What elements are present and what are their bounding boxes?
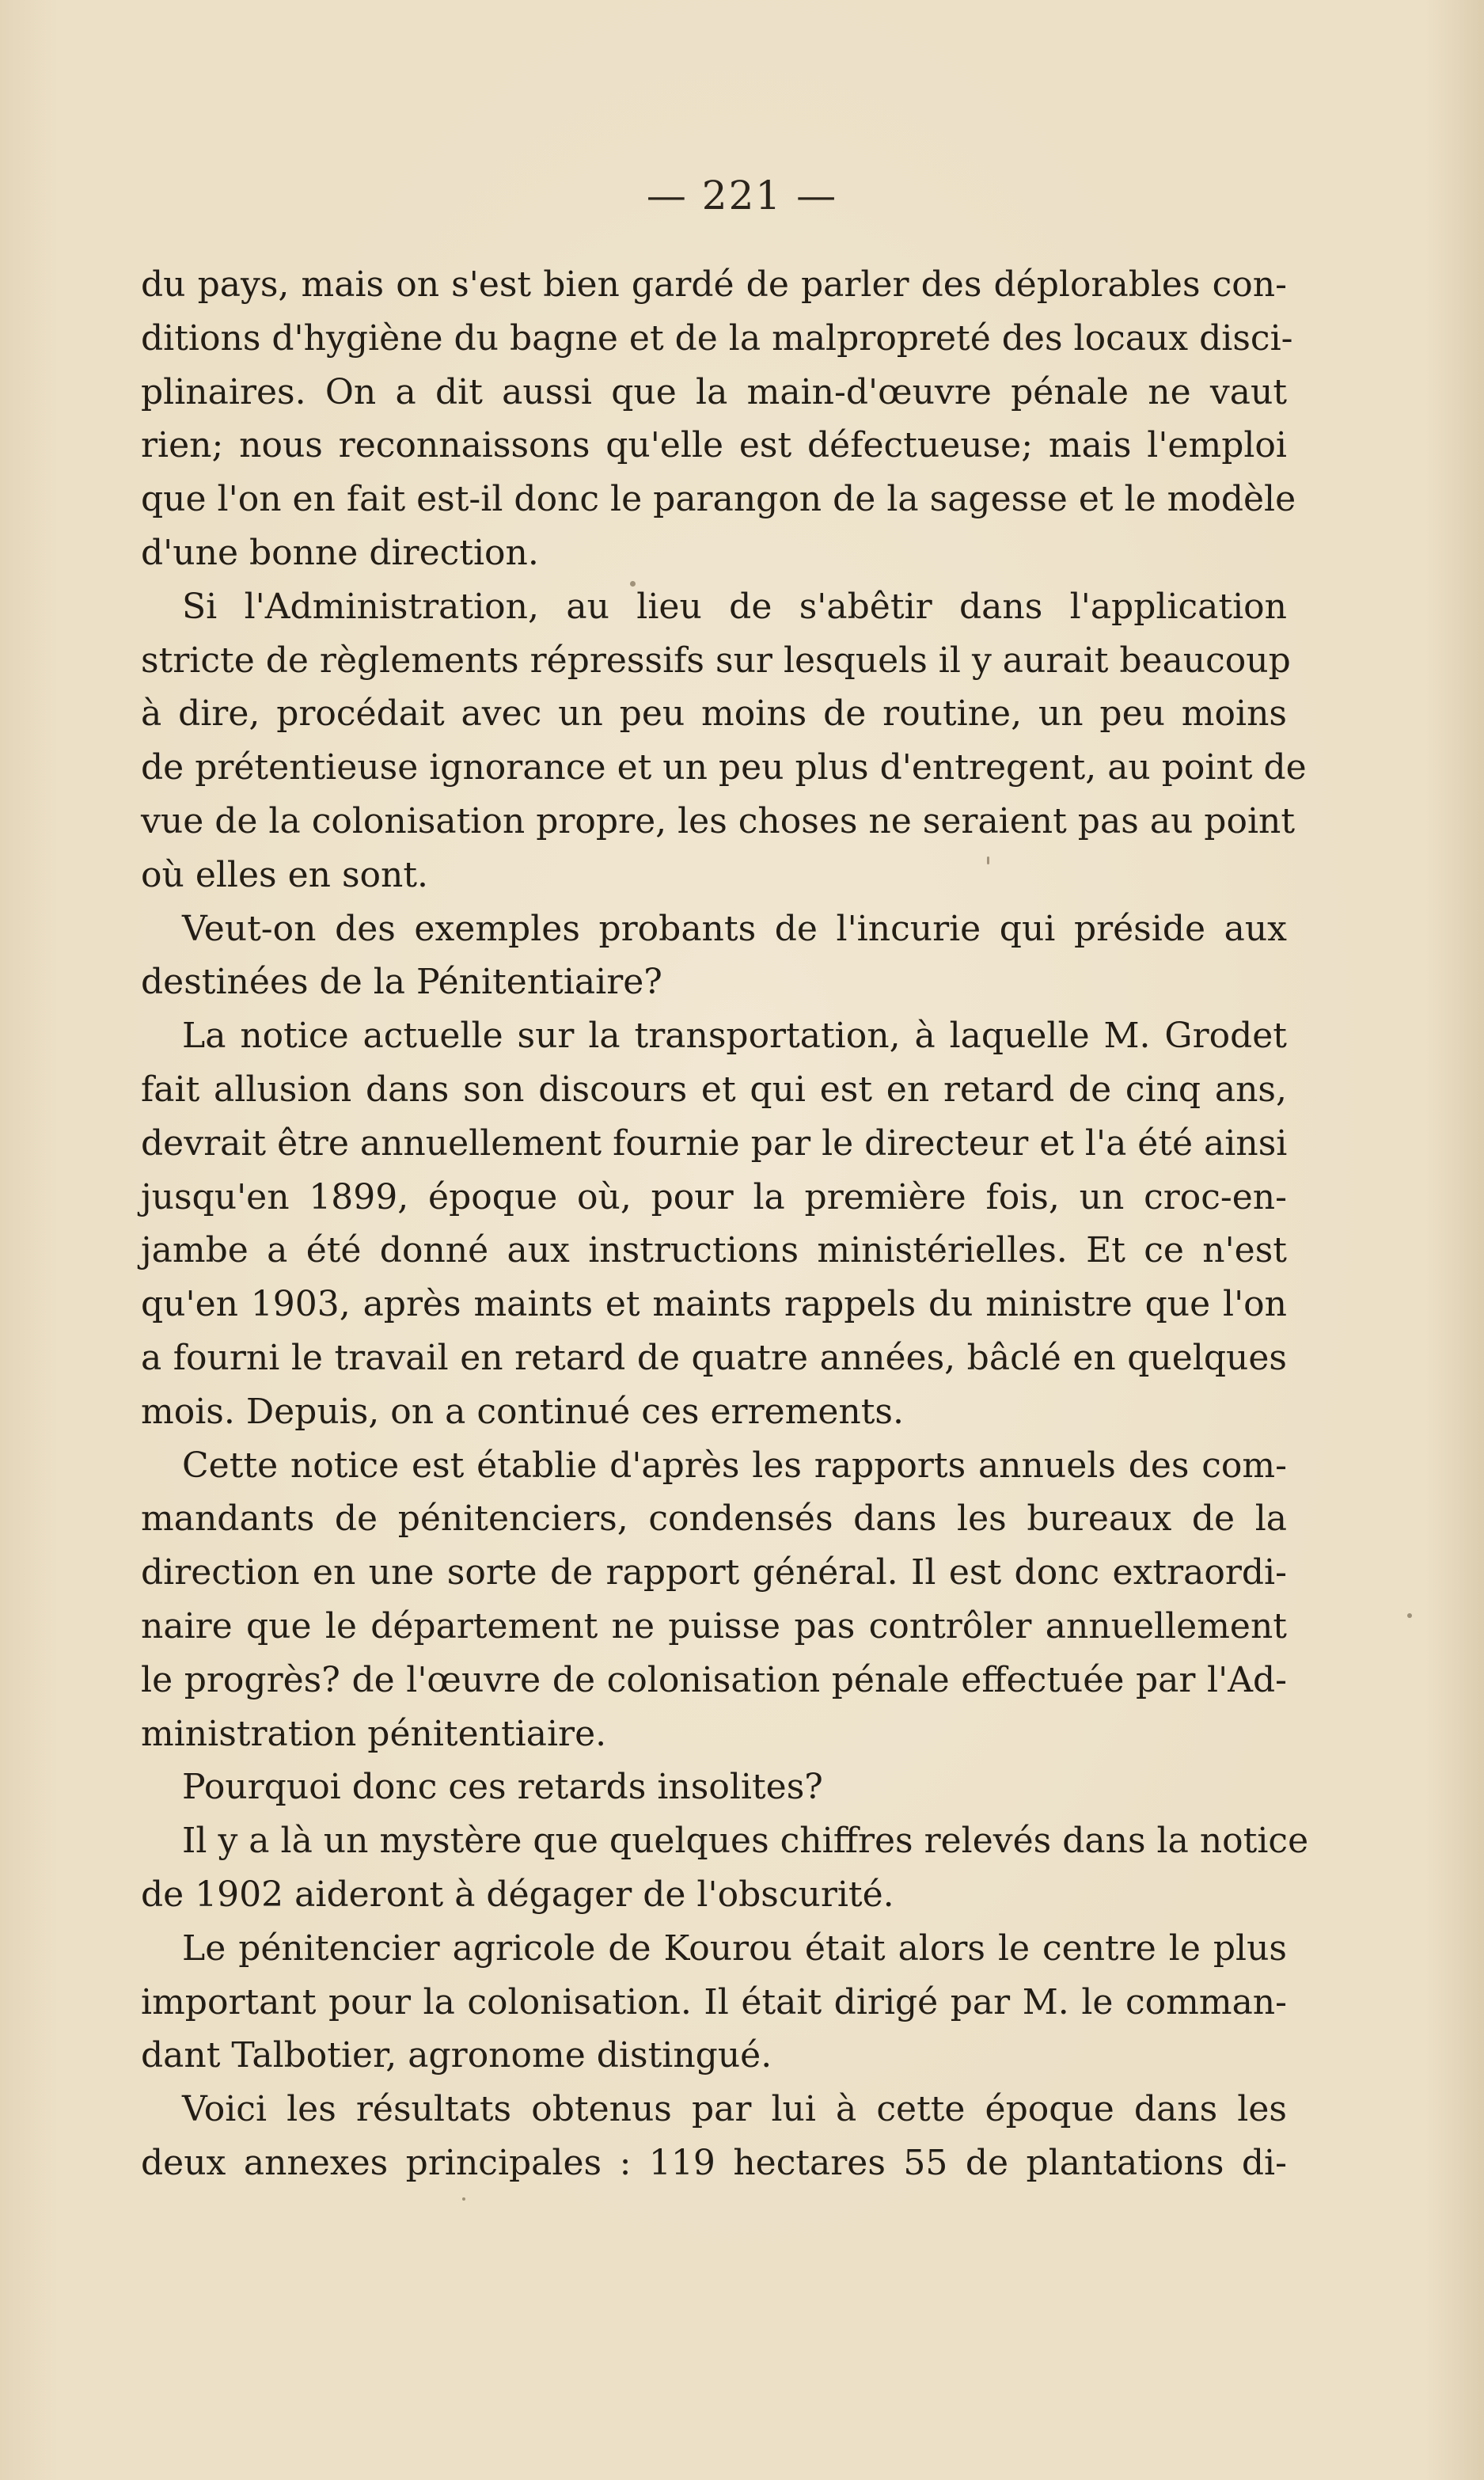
text-line: plinaires. On a dit aussi que la main-d'œuvre pénale ne vaut xyxy=(141,371,1287,412)
text-line: que l'on en fait est-il donc le parangon de la sagesse et le modèle xyxy=(141,479,1296,520)
text-line: Cette notice est établie d'après les rapports annuels des com- xyxy=(182,1445,1287,1486)
text-line: important pour la colonisation. Il était dirigé par M. le comman- xyxy=(141,1981,1287,2022)
text-line: jusqu'en 1899, époque où, pour la première fois, un croc-en- xyxy=(141,1176,1287,1217)
text-line: Si l'Administration, au lieu de s'abêtir dans l'application xyxy=(182,586,1287,627)
text-line: naire que le département ne puisse pas contrôler annuellement xyxy=(141,1605,1287,1646)
text-line: à dire, procédait avec un peu moins de routine, un peu moins xyxy=(141,693,1287,735)
text-line: dant Talbotier, agronome distingué. xyxy=(141,2035,772,2076)
text-line: jambe a été donné aux instructions ministérielles. Et ce n'est xyxy=(141,1230,1287,1271)
text-line: destinées de la Pénitentiaire? xyxy=(141,962,662,1003)
text-line: deux annexes principales : 119 hectares 55 de plantations di- xyxy=(141,2142,1287,2183)
text-line: qu'en 1903, après maints et maints rappels du ministre que l'on xyxy=(141,1284,1287,1325)
paper-speck xyxy=(630,581,636,587)
text-line: vue de la colonisation propre, les choses ne seraient pas au point xyxy=(141,800,1296,841)
text-line: Le pénitencier agricole de Kourou était alors le centre le plus xyxy=(182,1927,1287,1969)
text-line: mandants de pénitenciers, condensés dans les bureaux de la xyxy=(141,1498,1287,1540)
text-line: le progrès? de l'œuvre de colonisation pénale effectuée par l'Ad- xyxy=(141,1659,1287,1700)
paper-speck xyxy=(1407,1613,1412,1618)
text-line: ditions d'hygiène du bagne et de la malpropreté des locaux disci- xyxy=(141,317,1293,359)
text-line: Voici les résultats obtenus par lui à cette époque dans les xyxy=(182,2089,1287,2130)
text-line: de prétentieuse ignorance et un peu plus d'entregent, au point de xyxy=(141,747,1307,788)
paper-speck xyxy=(987,856,989,864)
text-line: direction en une sorte de rapport général. Il est donc extraordi- xyxy=(141,1552,1287,1593)
text-line: ministration pénitentiaire. xyxy=(141,1713,607,1754)
text-line: de 1902 aideront à dégager de l'obscurité. xyxy=(141,1874,894,1915)
body-text xyxy=(141,258,1309,2190)
page-number: — 221 — xyxy=(646,173,838,218)
text-line: La notice actuelle sur la transportation, à laquelle M. Grodet xyxy=(182,1016,1287,1057)
text-line: Pourquoi donc ces retards insolites? xyxy=(182,1767,823,1808)
text-line: fait allusion dans son discours et qui est en retard de cinq ans, xyxy=(141,1069,1287,1110)
text-line: où elles en sont. xyxy=(141,854,429,895)
text-line: Il y a là un mystère que quelques chiffres relevés dans la notice xyxy=(182,1821,1309,1862)
text-line: stricte de règlements répressifs sur lesquels il y aurait beaucoup xyxy=(141,640,1291,681)
text-line: a fourni le travail en retard de quatre années, bâclé en quelques xyxy=(141,1337,1287,1378)
text-line: d'une bonne direction. xyxy=(141,532,539,573)
text-line: Veut-on des exemples probants de l'incurie qui préside aux xyxy=(182,908,1287,949)
paper-speck xyxy=(462,2197,465,2201)
text-line: devrait être annuellement fournie par le directeur et l'a été ainsi xyxy=(141,1122,1288,1164)
text-line: du pays, mais on s'est bien gardé de parler des déplorables con- xyxy=(141,264,1287,305)
text-line: rien; nous reconnaissons qu'elle est défectueuse; mais l'emploi xyxy=(141,425,1287,466)
text-line: mois. Depuis, on a continué ces errements. xyxy=(141,1391,904,1432)
